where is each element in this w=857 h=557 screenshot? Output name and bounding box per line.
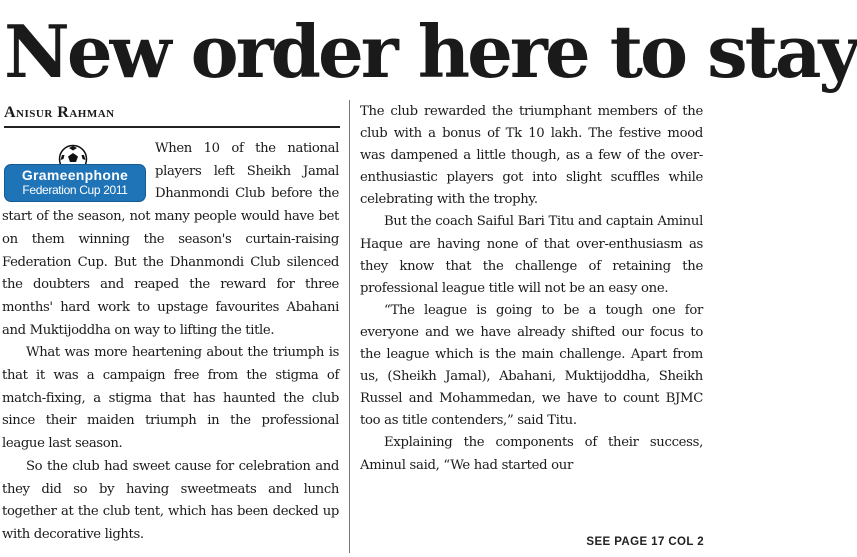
- paragraph: What was more heartening about the triumph is that it was a campaign free from the stigma of match-fixing, a stigma that has haunted the club since their maiden triumph in the professional league last season.: [2, 345, 339, 452]
- paragraph: The club rewarded the triumphant members of the club with a bonus of Tk 10 lakh. The festive mood was dampened a little though, as a few of the over-enthusiastic players got into slight scuffles while celebrating with the trophy.: [360, 104, 703, 208]
- logo-banner: [4, 164, 146, 202]
- paragraph: Explaining the components of their success, Aminul said, “We had started our: [360, 435, 703, 473]
- byline: Anisur Rahman: [4, 103, 340, 128]
- article-column-2: [360, 101, 703, 477]
- logo-title: Grameenphone: [21, 167, 129, 183]
- paragraph: So the club had sweet cause for celebration and they did so by having sweetmeats and lunch together at the club tent, which has been decked up with decorative lights.: [2, 458, 339, 542]
- paragraph: “The league is going to be a tough one for everyone and we have already shifted our focus to the league which is the main challenge. Apart from us, (Sheikh Jamal), Abahani, Muktijoddha, Sheikh Russel and Mohammedan, we have to count BJMC too as title contenders,” said Titu.: [360, 302, 703, 429]
- paragraph: But the coach Saiful Bari Titu and captain Aminul Haque are having none of that over-enthusiasm as they know that the challenge of retaining the professional league title will not be an easy one.: [360, 214, 703, 296]
- federation-cup-logo: [2, 144, 147, 202]
- logo-subtitle: Federation Cup 2011: [22, 183, 128, 197]
- column-divider: [349, 100, 350, 553]
- article-column-1: [2, 138, 339, 547]
- headline: New order here to stay: [4, 9, 857, 94]
- paragraph: When 10 of the national players left Sheikh Jamal Dhanmondi Club before the start of the season, not many people would have bet on them winning the season's curtain-raising Federation Cup. But the Dhanmondi Club silenced the doubters and reaped the reward for three months' hard work to upstage favourites Abahani and Muktijoddha on way to lifting the title.: [2, 141, 339, 338]
- continuation-note: SEE PAGE 17 COL 2: [586, 536, 704, 548]
